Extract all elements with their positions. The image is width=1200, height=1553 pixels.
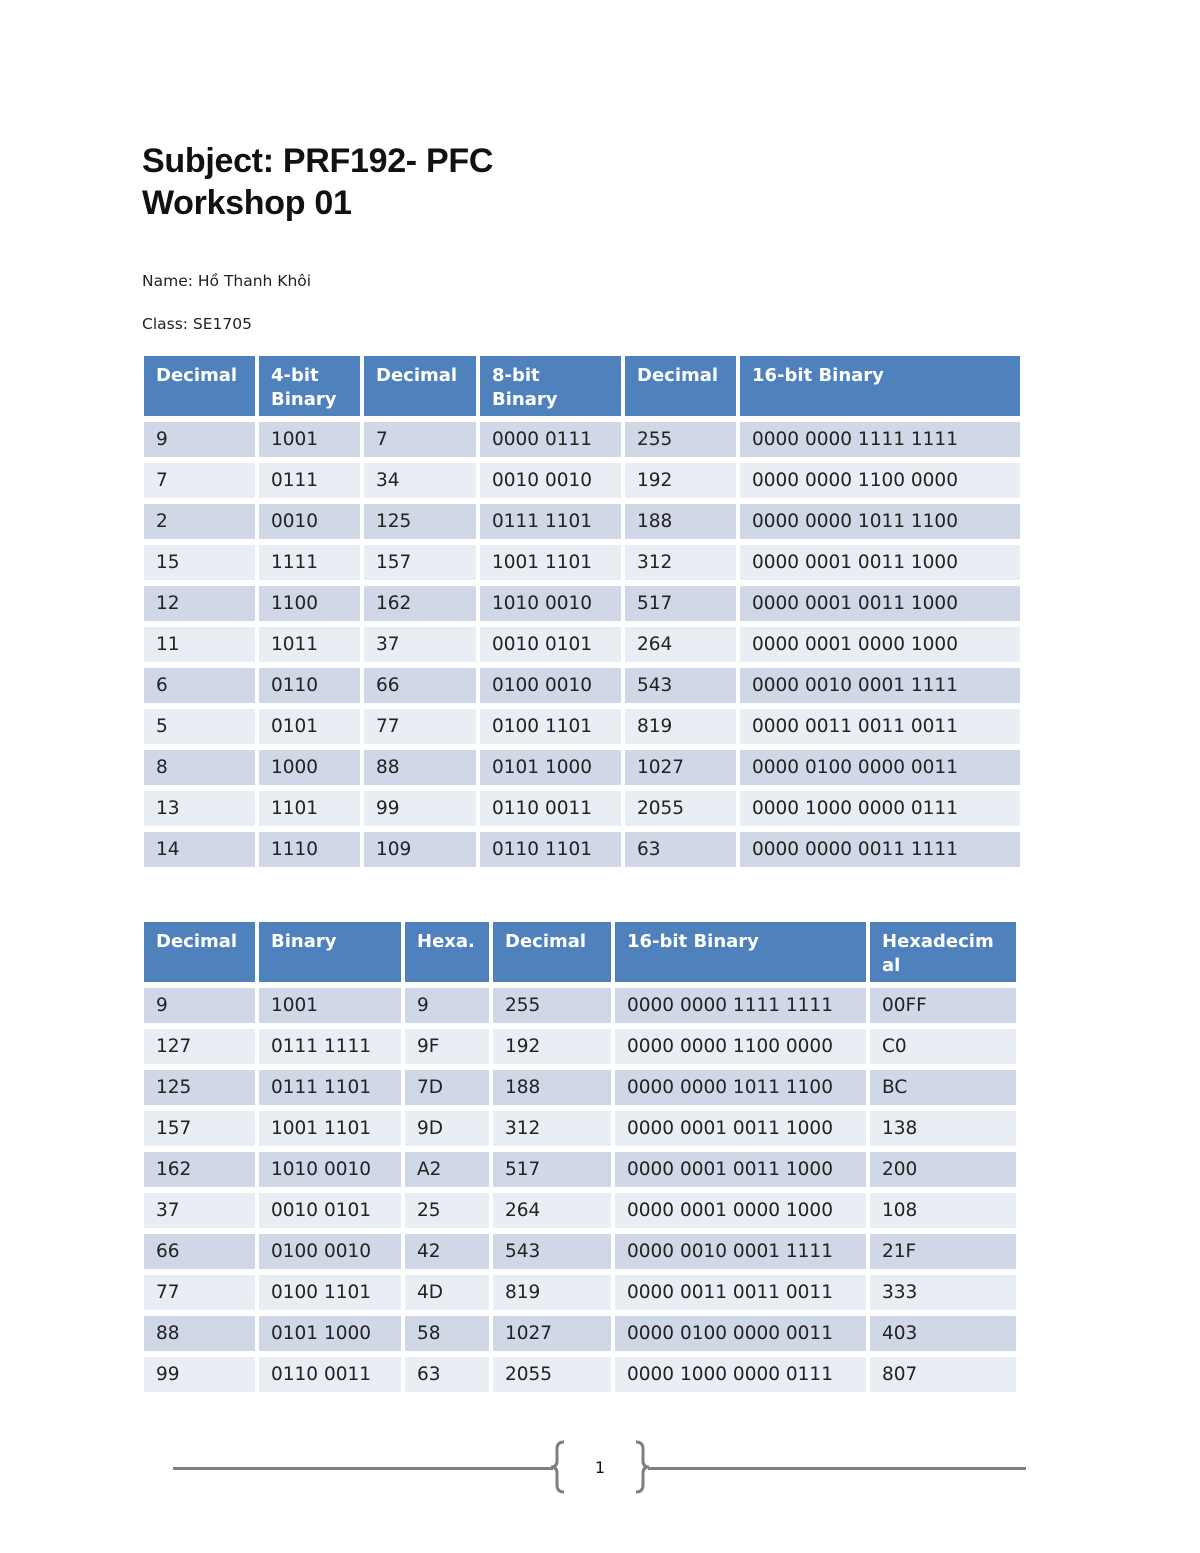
table-cell: 58 [405, 1316, 489, 1351]
table-cell: 1110 [259, 832, 360, 867]
table-cell: 200 [870, 1152, 1016, 1187]
table-cell: 312 [493, 1111, 611, 1146]
table-cell: 8 [144, 750, 255, 785]
table-cell: 0111 [259, 463, 360, 498]
binary-conversion-table [140, 350, 1024, 873]
table-cell: 192 [493, 1029, 611, 1064]
table2-header-row [144, 922, 1016, 982]
table-cell: 188 [625, 504, 736, 539]
table-row [144, 463, 1020, 498]
column-header [259, 356, 360, 416]
table-row [144, 1234, 1016, 1269]
table-cell: 0010 0101 [259, 1193, 401, 1228]
title-workshop: Workshop 01 [142, 184, 352, 222]
table-cell: 0000 0011 0011 0011 [615, 1275, 866, 1310]
table-row [144, 1316, 1016, 1351]
table-cell: 0101 [259, 709, 360, 744]
table-cell: 0100 1101 [259, 1275, 401, 1310]
table-cell: 819 [625, 709, 736, 744]
table-cell: 0000 0000 1011 1100 [740, 504, 1020, 539]
column-header [364, 356, 476, 416]
table-row [144, 586, 1020, 621]
table-cell: 37 [144, 1193, 255, 1228]
column-header [405, 922, 489, 982]
table-cell: 264 [493, 1193, 611, 1228]
column-header-line: 4-bit [271, 365, 319, 386]
table-cell: 1001 1101 [480, 545, 621, 580]
table-cell: 1111 [259, 545, 360, 580]
table-cell: 125 [364, 504, 476, 539]
table-cell: 0101 1000 [480, 750, 621, 785]
table-cell: 125 [144, 1070, 255, 1105]
table-row [144, 545, 1020, 580]
table-row [144, 1111, 1016, 1146]
column-header [144, 922, 255, 982]
table-cell: 0110 [259, 668, 360, 703]
table-cell: 1010 0010 [480, 586, 621, 621]
table-row [144, 832, 1020, 867]
column-header-line: Decimal [156, 931, 238, 952]
table-cell: 807 [870, 1357, 1016, 1392]
table-cell: 25 [405, 1193, 489, 1228]
table-cell: 63 [405, 1357, 489, 1392]
column-header-line: Hexa. [417, 931, 475, 952]
table-cell: 0000 0010 0001 1111 [615, 1234, 866, 1269]
table-cell: 1001 1101 [259, 1111, 401, 1146]
document-title [142, 140, 493, 224]
table-cell: 1027 [493, 1316, 611, 1351]
table-row [144, 1193, 1016, 1228]
table-cell: 21F [870, 1234, 1016, 1269]
table-cell: C0 [870, 1029, 1016, 1064]
table-cell: 0000 0001 0011 1000 [615, 1152, 866, 1187]
table-cell: 1001 [259, 988, 401, 1023]
table-cell: 88 [144, 1316, 255, 1351]
table-cell: 1100 [259, 586, 360, 621]
table-cell: 2 [144, 504, 255, 539]
table-cell: 9 [144, 422, 255, 457]
table-row [144, 1152, 1016, 1187]
table-cell: 63 [625, 832, 736, 867]
table-cell: 0000 0001 0011 1000 [740, 545, 1020, 580]
table-row [144, 1070, 1016, 1105]
table-cell: 157 [144, 1111, 255, 1146]
column-header-line: 16-bit Binary [752, 365, 884, 386]
table-cell: 0000 0010 0001 1111 [740, 668, 1020, 703]
table-cell: 42 [405, 1234, 489, 1269]
table-cell: 4D [405, 1275, 489, 1310]
table-cell: 0101 1000 [259, 1316, 401, 1351]
table-row [144, 988, 1016, 1023]
table-cell: 312 [625, 545, 736, 580]
table-cell: 333 [870, 1275, 1016, 1310]
table-cell: 37 [364, 627, 476, 662]
table-cell: 0110 1101 [480, 832, 621, 867]
table-row [144, 1357, 1016, 1392]
table-cell: 0000 0000 0011 1111 [740, 832, 1020, 867]
table-cell: 403 [870, 1316, 1016, 1351]
table-cell: 0000 1000 0000 0111 [740, 791, 1020, 826]
table-cell: 0000 0100 0000 0011 [740, 750, 1020, 785]
table-cell: 0000 0000 1011 1100 [615, 1070, 866, 1105]
table-cell: 543 [493, 1234, 611, 1269]
table-cell: 0111 1101 [480, 504, 621, 539]
table-cell: 34 [364, 463, 476, 498]
table-cell: 6 [144, 668, 255, 703]
table-cell: 192 [625, 463, 736, 498]
table-cell: 0010 0010 [480, 463, 621, 498]
column-header-line: Binary [271, 389, 337, 410]
table-cell: 0110 0011 [480, 791, 621, 826]
table-cell: 517 [625, 586, 736, 621]
table-cell: 1001 [259, 422, 360, 457]
column-header-line: 8-bit [492, 365, 540, 386]
table-cell: 0000 0001 0000 1000 [615, 1193, 866, 1228]
column-header [259, 922, 401, 982]
title-subject: Subject: PRF192- PFC [142, 142, 494, 180]
table-cell: 0000 0001 0011 1000 [615, 1111, 866, 1146]
table-cell: 66 [364, 668, 476, 703]
hex-conversion-table [140, 916, 1020, 1398]
table-cell: 0100 0010 [480, 668, 621, 703]
table-cell: 0000 0000 1111 1111 [740, 422, 1020, 457]
table-cell: 1000 [259, 750, 360, 785]
table-cell: 0000 0001 0011 1000 [740, 586, 1020, 621]
column-header [493, 922, 611, 982]
column-header-line: Decimal [156, 365, 238, 386]
table-cell: 7 [364, 422, 476, 457]
table-cell: 0000 0001 0000 1000 [740, 627, 1020, 662]
footer-rule-right [648, 1467, 1026, 1470]
column-header [480, 356, 621, 416]
table-cell: 157 [364, 545, 476, 580]
table-cell: 0100 1101 [480, 709, 621, 744]
column-header [144, 356, 255, 416]
table-cell: 2055 [625, 791, 736, 826]
table-cell: 0000 1000 0000 0111 [615, 1357, 866, 1392]
table-cell: 255 [493, 988, 611, 1023]
table-row [144, 1029, 1016, 1064]
table-cell: 77 [144, 1275, 255, 1310]
table-cell: 0000 0011 0011 0011 [740, 709, 1020, 744]
table-cell: 12 [144, 586, 255, 621]
footer-rule-left [173, 1467, 553, 1470]
table-cell: 819 [493, 1275, 611, 1310]
table-cell: 2055 [493, 1357, 611, 1392]
table-cell: A2 [405, 1152, 489, 1187]
table-cell: 9 [144, 988, 255, 1023]
table-cell: 543 [625, 668, 736, 703]
table-cell: 88 [364, 750, 476, 785]
table-cell: 77 [364, 709, 476, 744]
table-cell: 9F [405, 1029, 489, 1064]
table-cell: 11 [144, 627, 255, 662]
table-row [144, 627, 1020, 662]
table-cell: 7D [405, 1070, 489, 1105]
table-row [144, 504, 1020, 539]
table-cell: 14 [144, 832, 255, 867]
table-cell: 7 [144, 463, 255, 498]
table-cell: 264 [625, 627, 736, 662]
column-header-line: Hexadecim [882, 931, 994, 952]
column-header [615, 922, 866, 982]
table-cell: 0000 0000 1100 0000 [615, 1029, 866, 1064]
table-cell: 66 [144, 1234, 255, 1269]
table-cell: 0010 [259, 504, 360, 539]
table-cell: 0000 0100 0000 0011 [615, 1316, 866, 1351]
column-header-line: Binary [492, 389, 558, 410]
table-cell: 9D [405, 1111, 489, 1146]
table-cell: 0000 0000 1111 1111 [615, 988, 866, 1023]
table-cell: 108 [870, 1193, 1016, 1228]
table-row [144, 668, 1020, 703]
table-row [144, 750, 1020, 785]
table-cell: 0010 0101 [480, 627, 621, 662]
table-cell: 1010 0010 [259, 1152, 401, 1187]
table-cell: 0111 1111 [259, 1029, 401, 1064]
column-header [740, 356, 1020, 416]
column-header [625, 356, 736, 416]
student-name: Name: Hồ Thanh Khôi [142, 272, 312, 290]
student-class: Class: SE1705 [142, 315, 253, 333]
column-header-line: al [882, 955, 901, 976]
table-cell: 00FF [870, 988, 1016, 1023]
table-cell: 109 [364, 832, 476, 867]
table-cell: 162 [364, 586, 476, 621]
table-cell: 99 [144, 1357, 255, 1392]
table-cell: 138 [870, 1111, 1016, 1146]
table-cell: 1011 [259, 627, 360, 662]
column-header-line: Decimal [376, 365, 458, 386]
table-cell: 99 [364, 791, 476, 826]
table-cell: 5 [144, 709, 255, 744]
left-brace-icon [548, 1440, 568, 1494]
table-cell: 1101 [259, 791, 360, 826]
column-header-line: Decimal [637, 365, 719, 386]
table-cell: 0111 1101 [259, 1070, 401, 1105]
table-row [144, 791, 1020, 826]
table-cell: 13 [144, 791, 255, 826]
table-row [144, 422, 1020, 457]
column-header-line: Binary [271, 931, 337, 952]
table-row [144, 1275, 1016, 1310]
table-cell: 255 [625, 422, 736, 457]
column-header [870, 922, 1016, 982]
table-cell: 1027 [625, 750, 736, 785]
table-cell: 15 [144, 545, 255, 580]
table-cell: 9 [405, 988, 489, 1023]
table-cell: 0110 0011 [259, 1357, 401, 1392]
table-cell: 0000 0111 [480, 422, 621, 457]
table-cell: 162 [144, 1152, 255, 1187]
table-cell: 188 [493, 1070, 611, 1105]
column-header-line: Decimal [505, 931, 587, 952]
table-cell: 0100 0010 [259, 1234, 401, 1269]
table-cell: 127 [144, 1029, 255, 1064]
table1-header-row [144, 356, 1020, 416]
table-cell: BC [870, 1070, 1016, 1105]
table-cell: 0000 0000 1100 0000 [740, 463, 1020, 498]
page-number: 1 [594, 1458, 606, 1477]
column-header-line: 16-bit Binary [627, 931, 759, 952]
table-row [144, 709, 1020, 744]
table-cell: 517 [493, 1152, 611, 1187]
